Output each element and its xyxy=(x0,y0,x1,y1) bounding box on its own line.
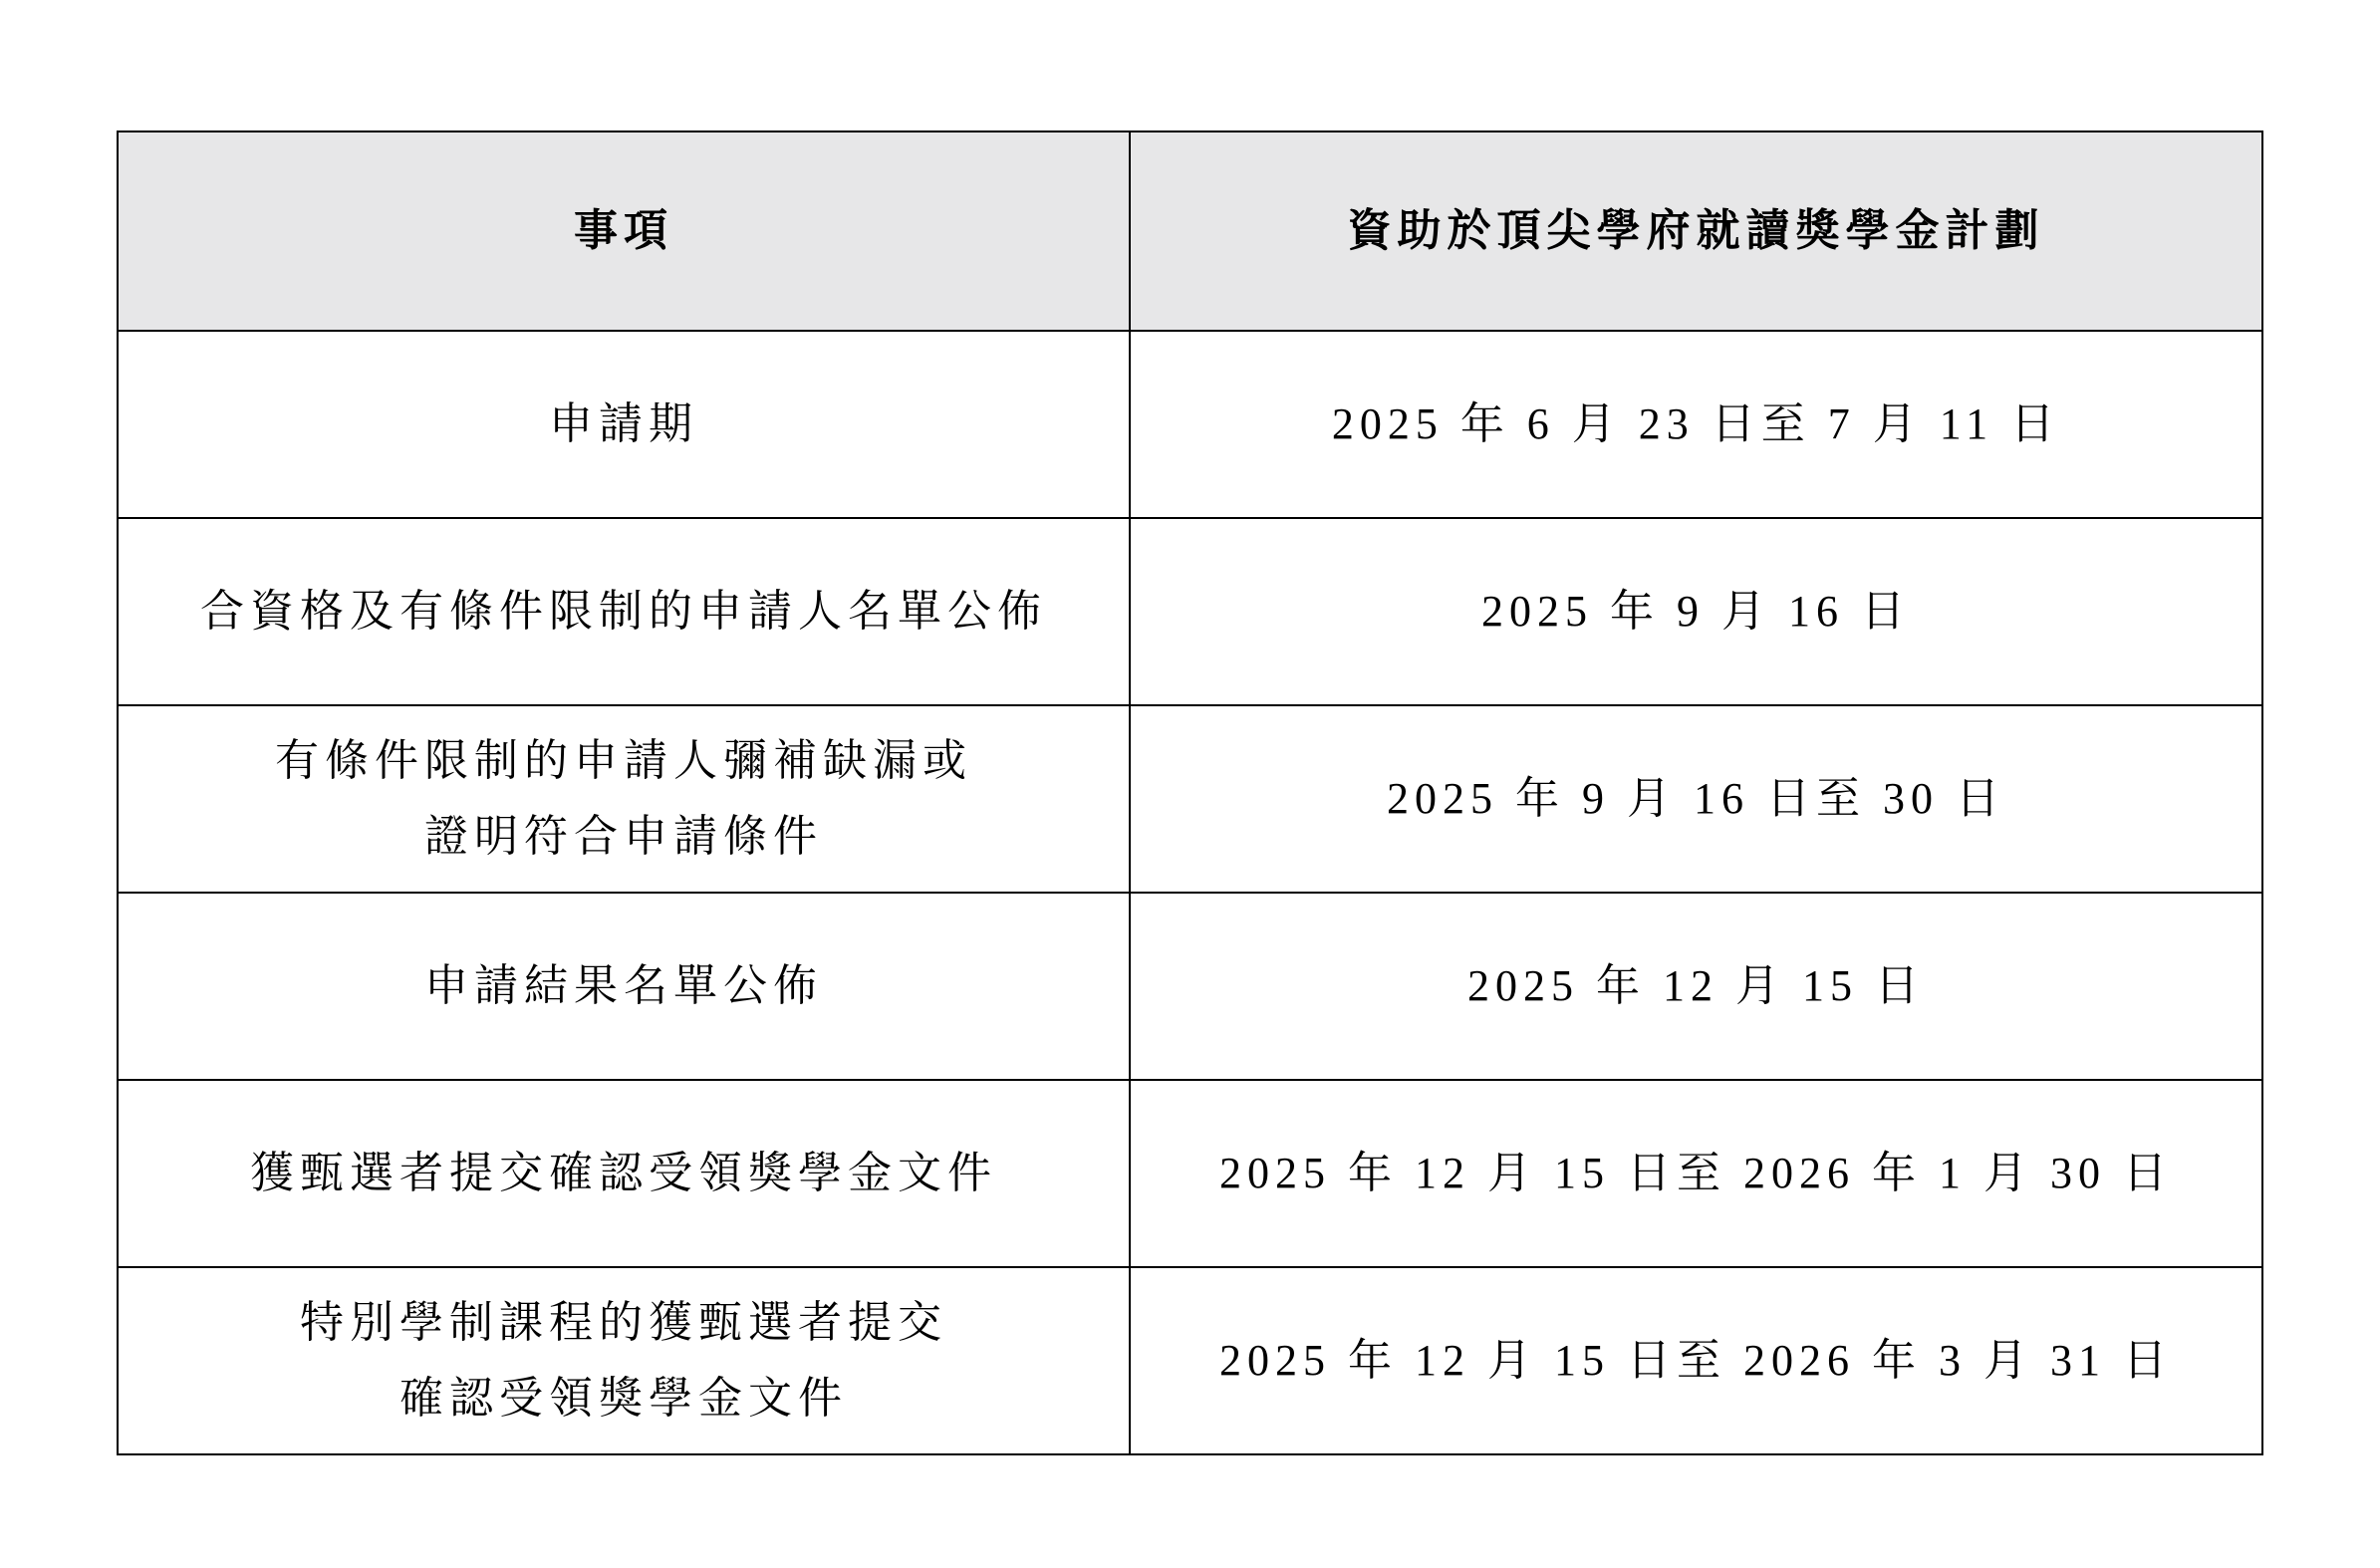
row-date: 2025 年 9 月 16 日至 30 日 xyxy=(1130,705,2262,893)
row-date: 2025 年 6 月 23 日至 7 月 11 日 xyxy=(1130,331,2262,518)
table-row xyxy=(118,893,2262,1080)
header-scheme: 資助於頂尖學府就讀獎學金計劃 xyxy=(1130,131,2262,331)
table-row xyxy=(118,518,2262,705)
table-row xyxy=(118,1080,2262,1267)
row-item-line: 申請結果名單公佈 xyxy=(424,960,823,1011)
row-date: 2025 年 9 月 16 日 xyxy=(1130,518,2262,705)
row-item xyxy=(118,893,1130,1080)
row-item xyxy=(118,1080,1130,1267)
row-item xyxy=(118,331,1130,518)
table-header-row xyxy=(118,131,2262,331)
row-item-line: 特別學制課程的獲甄選者提交 xyxy=(300,1297,947,1348)
row-date: 2025 年 12 月 15 日 xyxy=(1130,893,2262,1080)
row-item xyxy=(118,1267,1130,1454)
table-row xyxy=(118,331,2262,518)
schedule-table xyxy=(117,131,2263,1455)
table-row xyxy=(118,705,2262,893)
row-date: 2025 年 12 月 15 日至 2026 年 1 月 30 日 xyxy=(1130,1080,2262,1267)
header-item: 事項 xyxy=(118,131,1130,331)
row-item-line: 有條件限制的申請人彌補缺漏或 xyxy=(275,735,972,786)
row-item-line: 確認受領獎學金文件 xyxy=(399,1373,848,1424)
row-item-line: 獲甄選者提交確認受領獎學金文件 xyxy=(250,1148,997,1198)
row-item xyxy=(118,705,1130,893)
row-item-line: 證明符合申請條件 xyxy=(424,811,823,862)
table-row xyxy=(118,1267,2262,1454)
row-item xyxy=(118,518,1130,705)
row-date: 2025 年 12 月 15 日至 2026 年 3 月 31 日 xyxy=(1130,1267,2262,1454)
row-item-line: 申請期 xyxy=(549,398,698,449)
row-item-line: 合資格及有條件限制的申請人名單公佈 xyxy=(200,586,1047,637)
